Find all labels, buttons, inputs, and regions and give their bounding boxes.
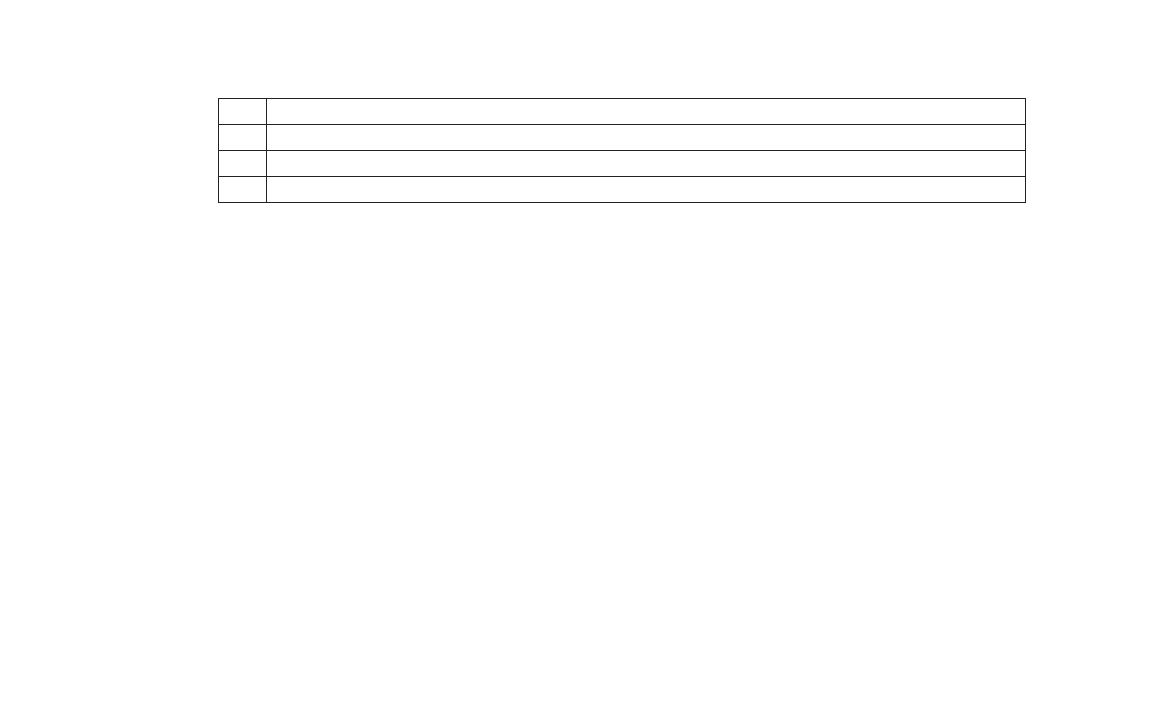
row-name	[267, 125, 1026, 151]
table-row	[219, 125, 1026, 151]
header-no	[219, 99, 267, 125]
header-name	[267, 99, 1026, 125]
rule-4-line	[522, 562, 1034, 589]
item-2-line	[218, 210, 1036, 237]
rule-4-line	[522, 616, 1034, 643]
row-name	[267, 151, 1026, 177]
rule-2-line	[522, 481, 1034, 508]
rule-4-line	[522, 589, 1034, 616]
row-no	[219, 177, 267, 203]
table-row	[219, 177, 1026, 203]
candidates-table	[218, 98, 1026, 203]
row-no	[219, 125, 267, 151]
item-2-line	[218, 237, 1036, 264]
table-header-row	[219, 99, 1026, 125]
item-2-line	[218, 264, 1036, 291]
row-no	[219, 151, 267, 177]
row-name	[267, 177, 1026, 203]
table-row	[219, 151, 1026, 177]
